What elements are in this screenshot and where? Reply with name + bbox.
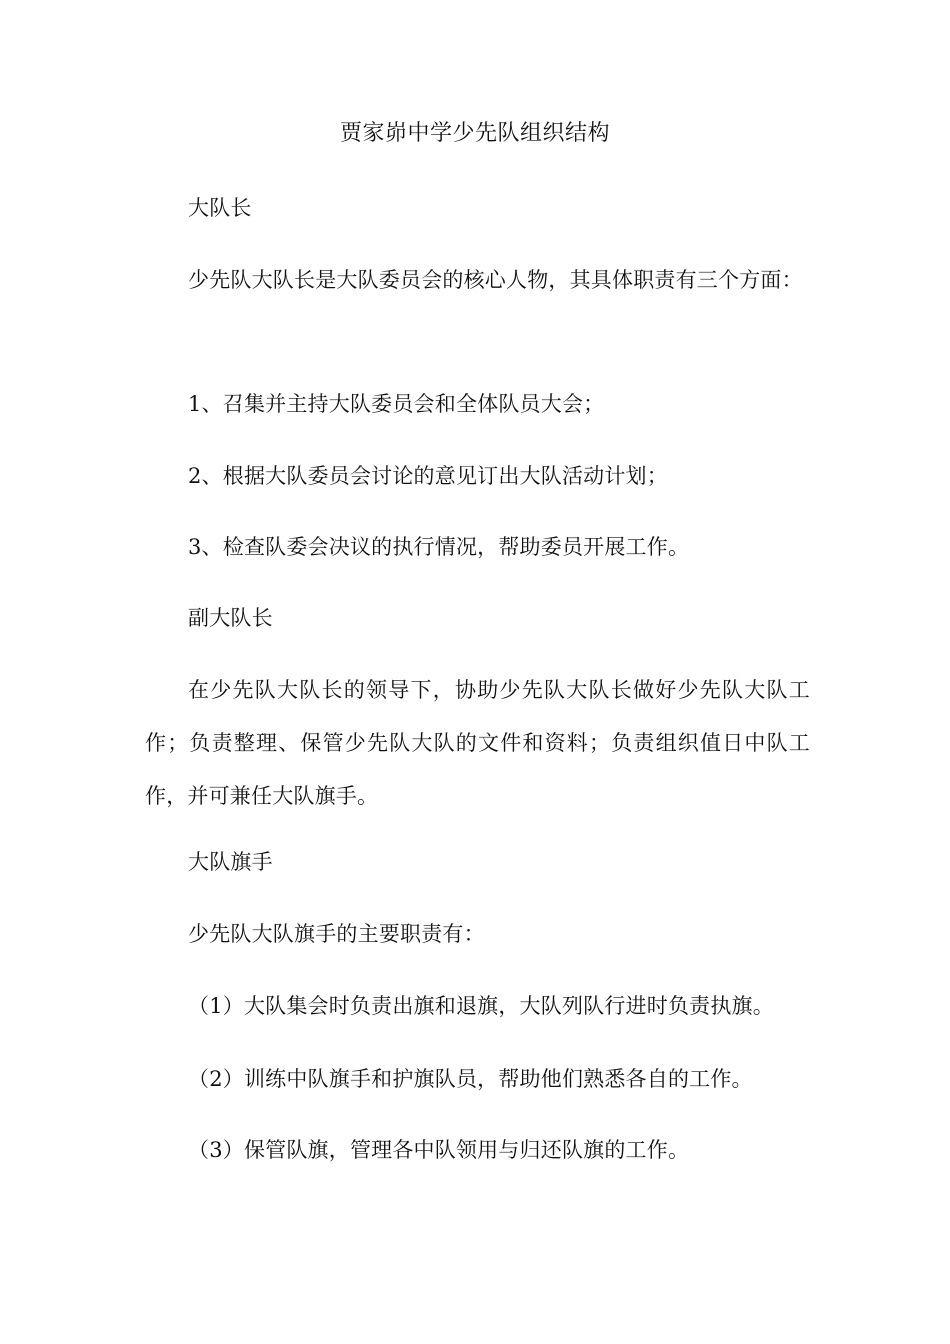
section-intro: 少先队大队旗手的主要职责有： — [188, 922, 485, 946]
list-item: 3、检查队委会决议的执行情况，帮助委员开展工作。 — [188, 535, 690, 559]
section-heading: 大队长 — [188, 196, 252, 220]
section-intro: 少先队大队长是大队委员会的核心人物，其具体职责有三个方面： — [188, 268, 803, 292]
list-item: （1）大队集会时负责出旗和退旗，大队列队行进时负责执旗。 — [188, 994, 774, 1018]
document-title: 贾家峁中学少先队组织结构 — [339, 121, 610, 146]
list-item: 1、召集并主持大队委员会和全体队员大会； — [188, 392, 605, 416]
section-heading: 大队旗手 — [188, 850, 273, 874]
list-item: 2、根据大队委员会讨论的意见订出大队活动计划； — [188, 464, 668, 488]
list-item: （2）训练中队旗手和护旗队员，帮助他们熟悉各自的工作。 — [188, 1067, 753, 1091]
section-heading: 副大队长 — [188, 606, 273, 630]
list-item: （3）保管队旗，管理各中队领用与归还队旗的工作。 — [188, 1138, 690, 1162]
section-body: 在少先队大队长的领导下，协助少先队大队长做好少先队大队工作；负责整理、保管少先队大队的文件和资料；负责组织值日中队工作，并可兼任大队旗手。 — [145, 678, 810, 808]
